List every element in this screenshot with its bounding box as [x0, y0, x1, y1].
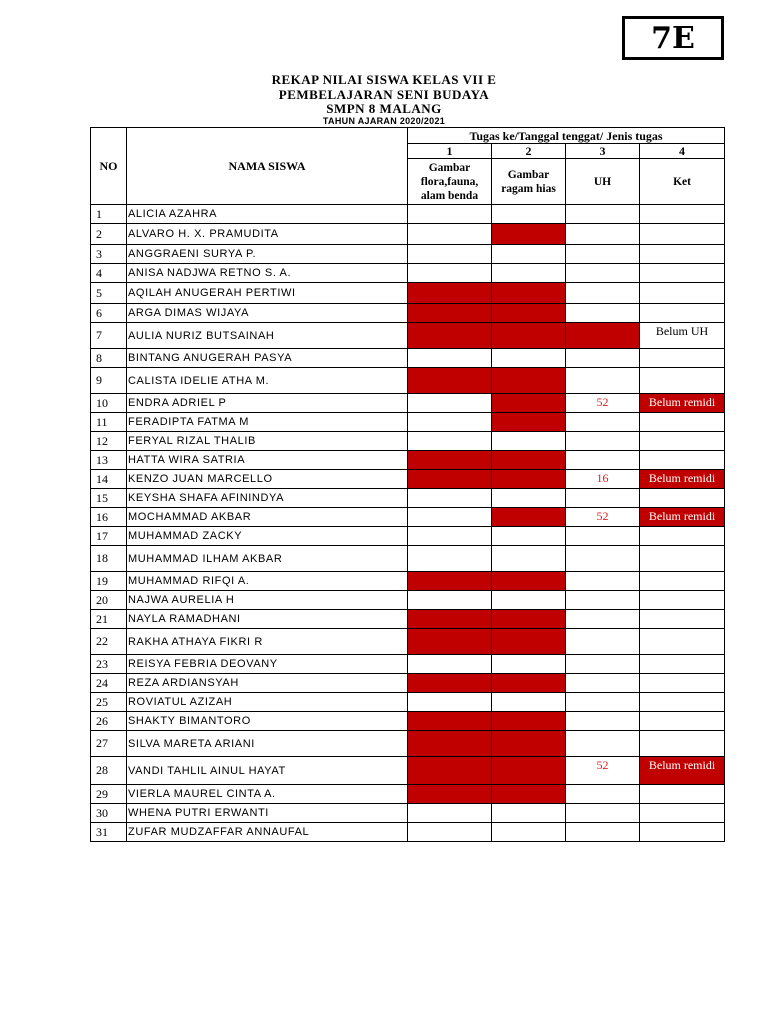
task-1-cell — [408, 470, 492, 489]
table-row — [91, 349, 725, 368]
student-number: 26 — [91, 712, 127, 731]
ket-cell — [640, 610, 725, 629]
title-line-2: PEMBELAJARAN SENI BUDAYA — [278, 87, 490, 102]
table-row — [91, 245, 725, 264]
task-1-cell — [408, 674, 492, 693]
student-number: 6 — [91, 304, 127, 323]
uh-score-cell — [566, 804, 640, 823]
task-1-cell — [408, 823, 492, 842]
task-1-cell — [408, 572, 492, 591]
ket-cell: Belum remidi — [640, 508, 725, 527]
ket-cell: Belum remidi — [640, 394, 725, 413]
student-number: 7 — [91, 323, 127, 349]
uh-score-cell — [566, 693, 640, 712]
task-2-cell — [492, 508, 566, 527]
table-row — [91, 546, 725, 572]
uh-score-cell — [566, 205, 640, 224]
header-task-type: Gambar flora,fauna, alam benda — [408, 159, 492, 205]
task-1-cell — [408, 413, 492, 432]
table-row — [91, 394, 725, 413]
student-name: WHENA PUTRI ERWANTI — [127, 804, 408, 823]
uh-score-cell — [566, 527, 640, 546]
ket-cell: Belum remidi — [640, 470, 725, 489]
table-row — [91, 489, 725, 508]
table-row — [91, 693, 725, 712]
student-number: 15 — [91, 489, 127, 508]
task-1-cell — [408, 655, 492, 674]
uh-score-cell — [566, 591, 640, 610]
uh-score-cell: 52 — [566, 508, 640, 527]
task-2-cell — [492, 489, 566, 508]
task-1-cell — [408, 489, 492, 508]
header-task-type: UH — [566, 159, 640, 205]
header-task-number: 4 — [640, 144, 725, 159]
student-name: AQILAH ANUGERAH PERTIWI — [127, 283, 408, 304]
table-row — [91, 527, 725, 546]
task-2-cell — [492, 712, 566, 731]
task-2-cell — [492, 693, 566, 712]
task-2-cell — [492, 527, 566, 546]
uh-score-cell: 16 — [566, 470, 640, 489]
task-1-cell — [408, 610, 492, 629]
ket-cell — [640, 264, 725, 283]
uh-score-cell — [566, 655, 640, 674]
task-2-cell — [492, 451, 566, 470]
task-2-cell — [492, 394, 566, 413]
ket-cell — [640, 629, 725, 655]
student-name: REISYA FEBRIA DEOVANY — [127, 655, 408, 674]
header-no: NO — [91, 128, 127, 205]
student-name: ALVARO H. X. PRAMUDITA — [127, 224, 408, 245]
student-name: ZUFAR MUDZAFFAR ANNAUFAL — [127, 823, 408, 842]
task-2-cell — [492, 674, 566, 693]
task-1-cell — [408, 451, 492, 470]
ket-cell — [640, 413, 725, 432]
ket-cell — [640, 823, 725, 842]
ket-cell: Belum UH — [640, 323, 725, 349]
table-row — [91, 205, 725, 224]
ket-cell — [640, 693, 725, 712]
task-2-cell — [492, 629, 566, 655]
title-line-3: SMPN 8 MALANG — [326, 101, 442, 116]
ket-cell — [640, 205, 725, 224]
student-name: REZA ARDIANSYAH — [127, 674, 408, 693]
student-number: 27 — [91, 731, 127, 757]
title-line-1: REKAP NILAI SISWA KELAS VII E — [271, 72, 497, 87]
student-number: 9 — [91, 368, 127, 394]
ket-cell — [640, 283, 725, 304]
student-number: 25 — [91, 693, 127, 712]
student-name: ROVIATUL AZIZAH — [127, 693, 408, 712]
student-number: 13 — [91, 451, 127, 470]
table-row — [91, 655, 725, 674]
task-2-cell — [492, 432, 566, 451]
student-number: 19 — [91, 572, 127, 591]
task-1-cell — [408, 804, 492, 823]
student-name: VANDI TAHLIL AINUL HAYAT — [127, 757, 408, 785]
ket-cell — [640, 712, 725, 731]
student-name: SILVA MARETA ARIANI — [127, 731, 408, 757]
ket-cell: Belum remidi — [640, 757, 725, 785]
uh-score-cell — [566, 629, 640, 655]
uh-score-cell: 52 — [566, 757, 640, 785]
student-number: 14 — [91, 470, 127, 489]
student-number: 28 — [91, 757, 127, 785]
student-number: 17 — [91, 527, 127, 546]
uh-score-cell — [566, 323, 640, 349]
task-1-cell — [408, 368, 492, 394]
ket-cell — [640, 546, 725, 572]
uh-score-cell — [566, 731, 640, 757]
task-1-cell — [408, 224, 492, 245]
header-task-number: 1 — [408, 144, 492, 159]
student-name: NAJWA AURELIA H — [127, 591, 408, 610]
task-2-cell — [492, 610, 566, 629]
student-name: ANISA NADJWA RETNO S. A. — [127, 264, 408, 283]
task-2-cell — [492, 757, 566, 785]
student-rows — [91, 205, 725, 842]
student-number: 22 — [91, 629, 127, 655]
student-name: ARGA DIMAS WIJAYA — [127, 304, 408, 323]
ket-cell — [640, 432, 725, 451]
ket-cell — [640, 804, 725, 823]
task-1-cell — [408, 527, 492, 546]
table-row — [91, 413, 725, 432]
student-number: 12 — [91, 432, 127, 451]
table-row — [91, 323, 725, 349]
student-name: FERADIPTA FATMA M — [127, 413, 408, 432]
task-1-cell — [408, 349, 492, 368]
header-tasks: Tugas ke/Tanggal tenggat/ Jenis tugas — [408, 128, 725, 144]
task-2-cell — [492, 245, 566, 264]
task-2-cell — [492, 205, 566, 224]
academic-year: TAHUN AJARAN 2020/2021 — [322, 116, 446, 126]
uh-score-cell — [566, 546, 640, 572]
table-row — [91, 572, 725, 591]
student-number: 31 — [91, 823, 127, 842]
student-name: NAYLA RAMADHANI — [127, 610, 408, 629]
task-1-cell — [408, 508, 492, 527]
table-row — [91, 368, 725, 394]
student-number: 4 — [91, 264, 127, 283]
uh-score-cell — [566, 823, 640, 842]
uh-score-cell — [566, 264, 640, 283]
student-number: 1 — [91, 205, 127, 224]
task-2-cell — [492, 546, 566, 572]
task-1-cell — [408, 629, 492, 655]
uh-score-cell — [566, 349, 640, 368]
student-name: FERYAL RIZAL THALIB — [127, 432, 408, 451]
task-1-cell — [408, 304, 492, 323]
ket-cell — [640, 785, 725, 804]
ket-cell — [640, 304, 725, 323]
student-number: 24 — [91, 674, 127, 693]
uh-score-cell — [566, 712, 640, 731]
ket-cell — [640, 224, 725, 245]
student-number: 20 — [91, 591, 127, 610]
table-row — [91, 757, 725, 785]
student-number: 5 — [91, 283, 127, 304]
ket-cell — [640, 349, 725, 368]
table-row — [91, 804, 725, 823]
student-number: 18 — [91, 546, 127, 572]
task-1-cell — [408, 245, 492, 264]
grade-recap-table — [90, 127, 725, 842]
table-row — [91, 785, 725, 804]
task-1-cell — [408, 432, 492, 451]
task-2-cell — [492, 368, 566, 394]
class-badge: 7E — [622, 16, 724, 60]
student-name: ALICIA AZAHRA — [127, 205, 408, 224]
uh-score-cell — [566, 674, 640, 693]
task-2-cell — [492, 349, 566, 368]
ket-cell — [640, 489, 725, 508]
ket-cell — [640, 368, 725, 394]
table-row — [91, 508, 725, 527]
task-2-cell — [492, 283, 566, 304]
header-task-type: Gambar ragam hias — [492, 159, 566, 205]
task-2-cell — [492, 264, 566, 283]
table-row — [91, 470, 725, 489]
uh-score-cell — [566, 304, 640, 323]
table-row — [91, 451, 725, 470]
task-1-cell — [408, 394, 492, 413]
table-row — [91, 224, 725, 245]
uh-score-cell — [566, 489, 640, 508]
task-2-cell — [492, 731, 566, 757]
uh-score-cell — [566, 610, 640, 629]
student-name: KENZO JUAN MARCELLO — [127, 470, 408, 489]
student-name: MOCHAMMAD AKBAR — [127, 508, 408, 527]
ket-cell — [640, 655, 725, 674]
student-name: MUHAMMAD ILHAM AKBAR — [127, 546, 408, 572]
student-number: 8 — [91, 349, 127, 368]
student-number: 21 — [91, 610, 127, 629]
student-name: MUHAMMAD ZACKY — [127, 527, 408, 546]
student-name: CALISTA IDELIE ATHA M. — [127, 368, 408, 394]
task-1-cell — [408, 264, 492, 283]
task-2-cell — [492, 785, 566, 804]
student-name: ENDRA ADRIEL P — [127, 394, 408, 413]
ket-cell — [640, 591, 725, 610]
table-row — [91, 823, 725, 842]
table-row — [91, 610, 725, 629]
uh-score-cell — [566, 785, 640, 804]
uh-score-cell — [566, 368, 640, 394]
table-row — [91, 629, 725, 655]
student-name: ANGGRAENI SURYA P. — [127, 245, 408, 264]
task-1-cell — [408, 757, 492, 785]
task-1-cell — [408, 546, 492, 572]
task-2-cell — [492, 591, 566, 610]
ket-cell — [640, 674, 725, 693]
header-task-number: 2 — [492, 144, 566, 159]
task-1-cell — [408, 323, 492, 349]
table-row — [91, 432, 725, 451]
student-name: VIERLA MAUREL CINTA A. — [127, 785, 408, 804]
header-student-name: NAMA SISWA — [127, 128, 408, 205]
uh-score-cell — [566, 413, 640, 432]
student-name: MUHAMMAD RIFQI A. — [127, 572, 408, 591]
header-task-number: 3 — [566, 144, 640, 159]
student-number: 3 — [91, 245, 127, 264]
table-row — [91, 712, 725, 731]
task-2-cell — [492, 823, 566, 842]
student-number: 29 — [91, 785, 127, 804]
student-number: 11 — [91, 413, 127, 432]
table-row — [91, 304, 725, 323]
ket-cell — [640, 572, 725, 591]
student-name: HATTA WIRA SATRIA — [127, 451, 408, 470]
table-row — [91, 264, 725, 283]
ket-cell — [640, 245, 725, 264]
student-name: RAKHA ATHAYA FIKRI R — [127, 629, 408, 655]
task-2-cell — [492, 304, 566, 323]
student-number: 30 — [91, 804, 127, 823]
uh-score-cell — [566, 432, 640, 451]
ket-cell — [640, 527, 725, 546]
task-2-cell — [492, 224, 566, 245]
task-1-cell — [408, 591, 492, 610]
ket-cell — [640, 451, 725, 470]
student-number: 10 — [91, 394, 127, 413]
task-2-cell — [492, 413, 566, 432]
task-1-cell — [408, 712, 492, 731]
uh-score-cell: 52 — [566, 394, 640, 413]
table-row — [91, 591, 725, 610]
uh-score-cell — [566, 451, 640, 470]
uh-score-cell — [566, 224, 640, 245]
task-1-cell — [408, 693, 492, 712]
ket-cell — [640, 731, 725, 757]
student-number: 2 — [91, 224, 127, 245]
header-task-type: Ket — [640, 159, 725, 205]
task-2-cell — [492, 470, 566, 489]
table-row — [91, 283, 725, 304]
task-2-cell — [492, 804, 566, 823]
uh-score-cell — [566, 283, 640, 304]
uh-score-cell — [566, 245, 640, 264]
student-name: SHAKTY BIMANTORO — [127, 712, 408, 731]
task-1-cell — [408, 785, 492, 804]
task-1-cell — [408, 205, 492, 224]
student-name: BINTANG ANUGERAH PASYA — [127, 349, 408, 368]
task-2-cell — [492, 323, 566, 349]
student-name: KEYSHA SHAFA AFININDYA — [127, 489, 408, 508]
uh-score-cell — [566, 572, 640, 591]
table-row — [91, 731, 725, 757]
task-1-cell — [408, 731, 492, 757]
task-2-cell — [492, 572, 566, 591]
student-name: AULIA NURIZ BUTSAINAH — [127, 323, 408, 349]
task-1-cell — [408, 283, 492, 304]
task-2-cell — [492, 655, 566, 674]
student-number: 16 — [91, 508, 127, 527]
student-number: 23 — [91, 655, 127, 674]
table-row — [91, 674, 725, 693]
